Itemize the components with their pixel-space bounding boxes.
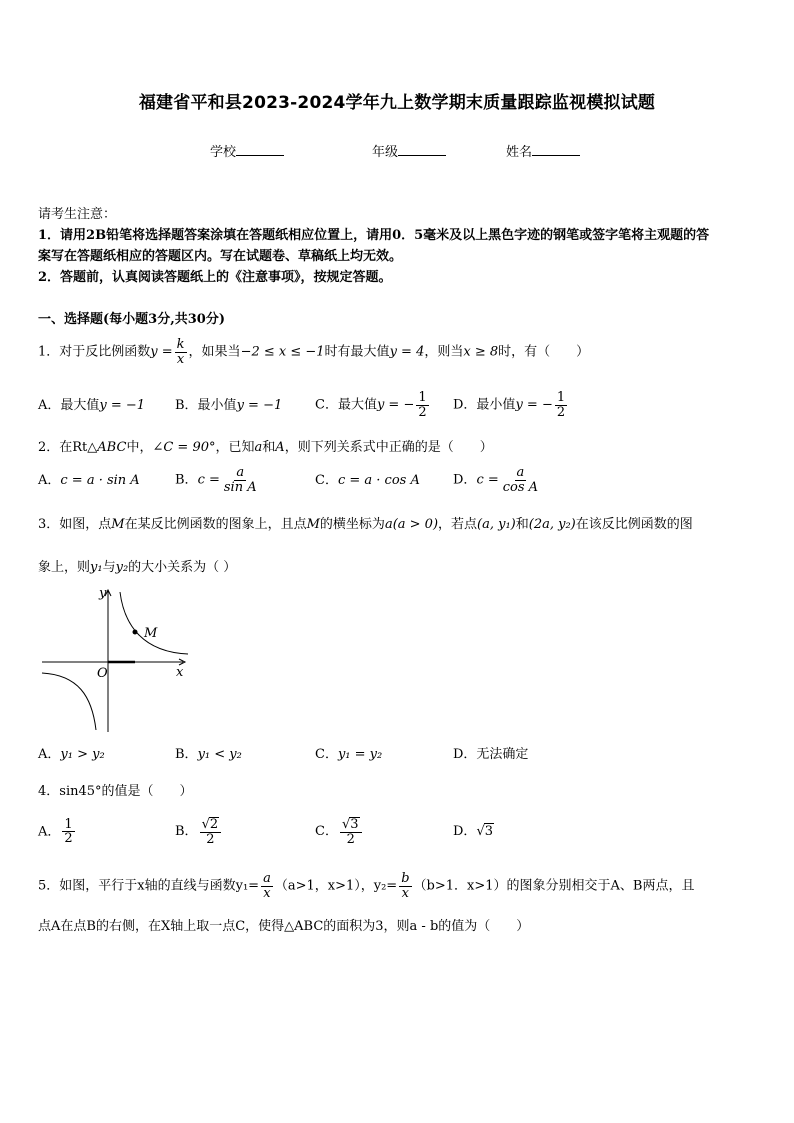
notice-item-2: 2．答题前，认真阅读答题纸上的《注意事项》，按规定答题。 (38, 270, 392, 285)
notice-heading: 请考生注意： (38, 207, 117, 222)
hyperbola-graph (38, 584, 193, 734)
school-field[interactable]: 学校 (210, 141, 284, 160)
fraction-k-over-x: $\frac{k}{x}$ (176, 337, 185, 367)
question-1: 1．对于反比例函数y = $\frac{k}{x}$ ，如果当−2 ≤ x ≤ −1时有最大值y = 4，则当x ≥ 8时，有（ ） (38, 337, 590, 367)
question-5: 5．如图，平行于x轴的直线与函数y₁= $\frac{a}{x}$ （a>1，x>1），y₂= $\frac{b}{x}$ （b>1．x>1）的图象分别相交于A、B两点，且 (38, 871, 695, 901)
option-a[interactable]: A．y₁ > y₂ (38, 747, 105, 762)
option-b[interactable]: B．c = $\frac{a}{\text{sin A}}$ (175, 465, 257, 495)
question-4-options (38, 817, 494, 846)
question-5-cont: 点A在点B的右侧，在X轴上取一点C，使得△ABC的面积为3，则a - b的值为（ ） (38, 919, 530, 934)
option-d[interactable]: D．√3 (453, 824, 494, 840)
section-heading: 一、选择题(每小题3分,共30分) (38, 312, 225, 327)
option-a[interactable]: A．最大值y = −1 (38, 397, 146, 413)
option-b[interactable]: B． $\frac{√2}{2}$ (175, 817, 315, 846)
option-b[interactable]: B．y₁ < y₂ (175, 747, 242, 762)
question-1-options (38, 391, 569, 419)
option-d[interactable]: D．c = $\frac{a}{\text{cos A}}$ (453, 465, 539, 495)
question-3-cont: 象上，则y₁与y₂的大小关系为（ ） (38, 560, 237, 575)
option-b[interactable]: B．最小值y = −1 (175, 397, 283, 413)
x-axis-label: x (176, 665, 184, 680)
option-d[interactable]: D．最小值y = − $\frac{1}{2}$ (453, 390, 566, 420)
question-2-options (38, 466, 542, 494)
question-3: 3．如图，点M在某反比例函数的图象上，且点M的横坐标为a(a > 0)，若点(a, y₁)和(2a, y₂)在该反比例函数的图 (38, 517, 693, 532)
hyperbola-branch-1 (120, 592, 188, 654)
point-m (133, 630, 138, 635)
option-c[interactable]: C．最大值y = − $\frac{1}{2}$ (315, 390, 427, 420)
option-c[interactable]: C．y₁ = y₂ (315, 747, 383, 762)
question-4: 4．sin45°的值是（ ） (38, 784, 193, 799)
option-a[interactable]: A． $\frac{1}{2}$ (38, 816, 73, 847)
question-3-options (38, 743, 528, 762)
option-a[interactable]: A．c = a · sin A (38, 472, 140, 488)
notice-item-1: 1．请用2B铅笔将选择题答案涂填在答题纸相应位置上，请用0．5毫米及以上黑色字迹的钢笔或签字笔将主观题的答 (38, 228, 710, 243)
page-title: 福建省平和县2023-2024学年九上数学期末质量跟踪监视模拟试题 (138, 93, 656, 113)
name-field[interactable]: 姓名 (506, 141, 580, 160)
option-c[interactable]: C．c = a · cos A (315, 472, 420, 488)
hyperbola-branch-2 (42, 673, 96, 730)
y-axis-label: y (99, 586, 107, 601)
point-m-label: M (144, 626, 158, 641)
option-c[interactable]: C． $\frac{√3}{2}$ (315, 817, 453, 846)
origin-label: O (97, 666, 108, 681)
option-d[interactable]: D．无法确定 (453, 747, 529, 762)
grade-field[interactable]: 年级 (372, 141, 446, 160)
notice-item-1-cont: 案写在答题纸相应的答题区内。写在试题卷、草稿纸上均无效。 (38, 249, 403, 264)
question-2: 2．在Rt△ABC中，∠C = 90°，已知a和A，则下列关系式中正确的是（ ） (38, 440, 493, 455)
